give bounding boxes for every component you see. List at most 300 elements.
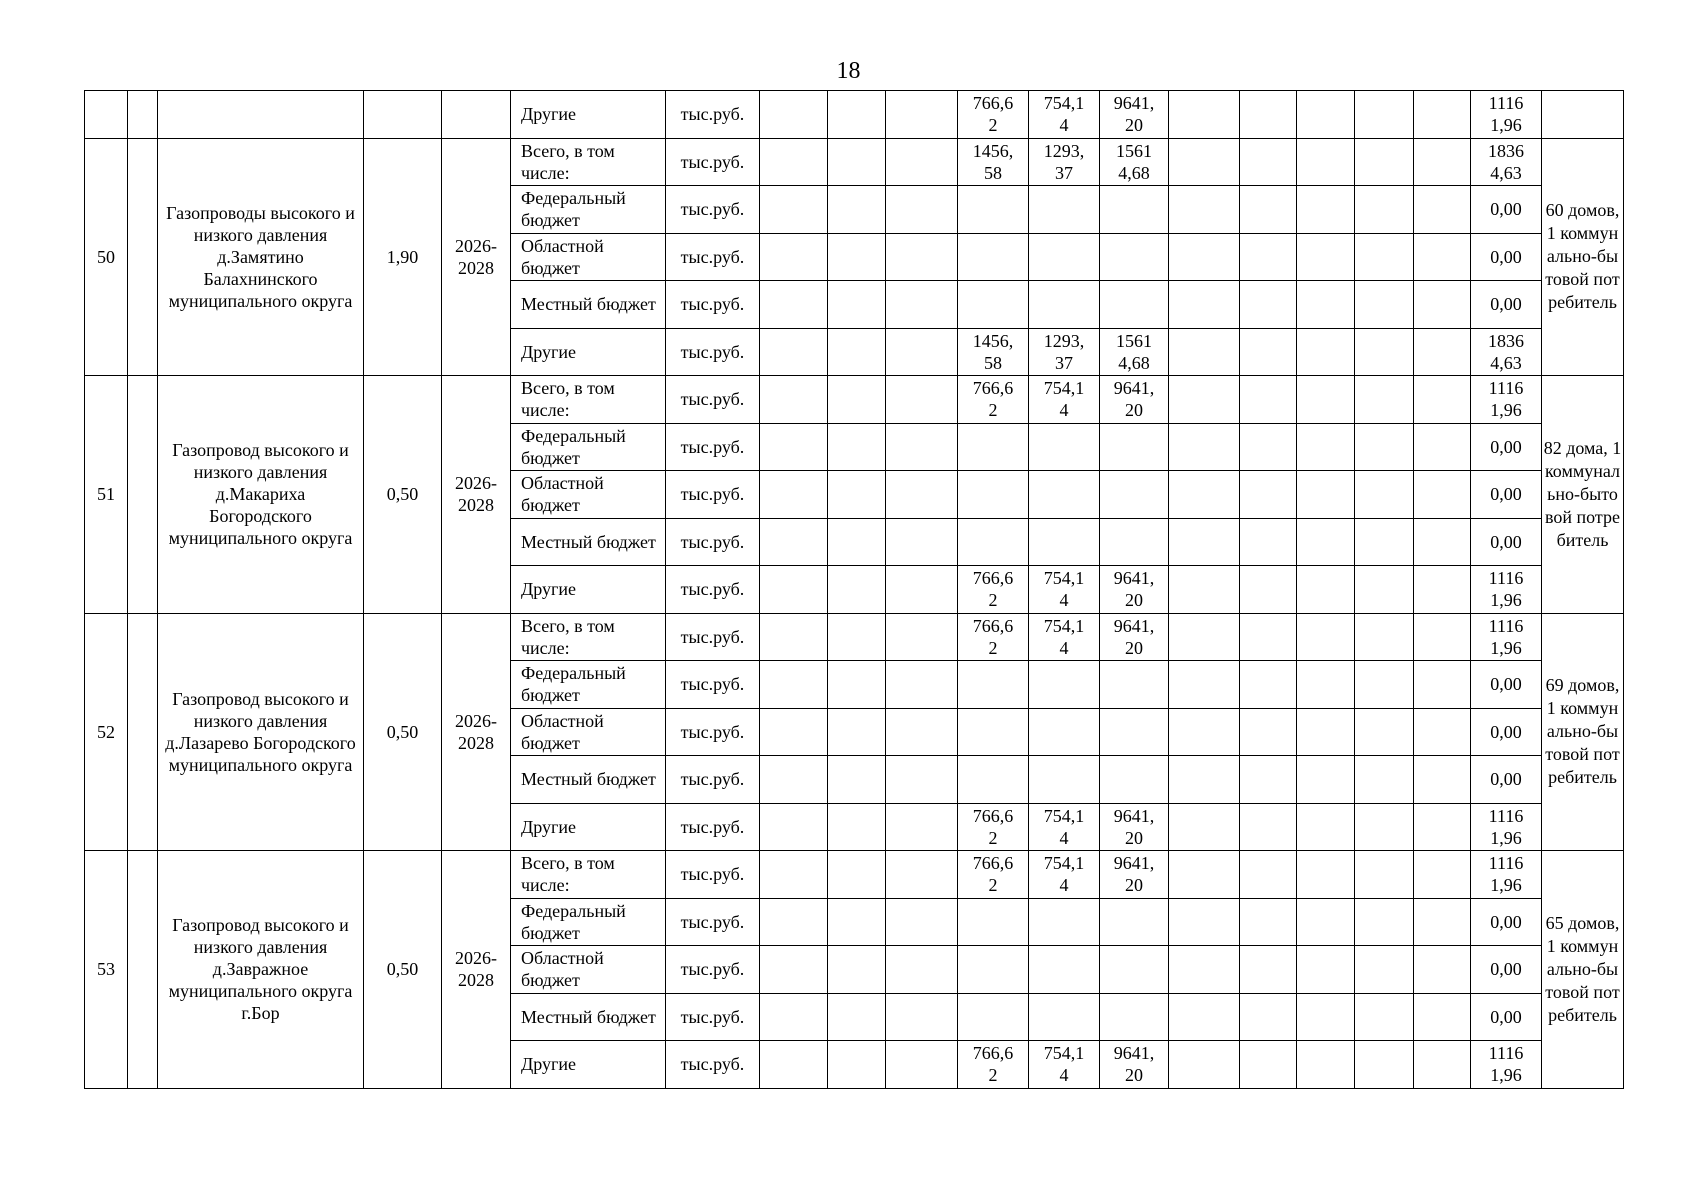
empty-cell — [1240, 281, 1297, 329]
total-cell: 1836 4,63 — [1471, 138, 1542, 186]
source-label: Областной бюджет — [511, 946, 666, 994]
empty-cell — [760, 138, 828, 186]
empty-cell — [1355, 993, 1414, 1041]
empty-cell — [1355, 898, 1414, 946]
empty-cell — [1297, 233, 1355, 281]
empty-cell — [1355, 851, 1414, 899]
total-cell: 0,00 — [1471, 471, 1542, 519]
empty-cell — [1169, 423, 1240, 471]
empty-cell — [1414, 993, 1471, 1041]
empty-cell — [828, 946, 886, 994]
value-cell — [1029, 186, 1100, 234]
unit-cell: тыс.руб. — [666, 756, 760, 804]
empty-cell — [1240, 946, 1297, 994]
value-cell: 754,1 4 — [1029, 851, 1100, 899]
empty-cell — [886, 471, 958, 519]
empty-cell — [1169, 803, 1240, 851]
empty-cell — [1355, 946, 1414, 994]
empty-cell — [128, 376, 158, 614]
total-cell: 0,00 — [1471, 661, 1542, 709]
empty-cell — [1169, 993, 1240, 1041]
empty-cell — [1414, 138, 1471, 186]
empty-cell — [1355, 661, 1414, 709]
value-cell: 9641, 20 — [1100, 803, 1169, 851]
empty-cell — [1297, 423, 1355, 471]
unit-cell: тыс.руб. — [666, 613, 760, 661]
value-cell: 1561 4,68 — [1100, 328, 1169, 376]
empty-cell — [1169, 566, 1240, 614]
value-cell: 766,6 2 — [958, 803, 1029, 851]
unit-cell: тыс.руб. — [666, 851, 760, 899]
empty-cell — [1169, 851, 1240, 899]
empty-cell — [1169, 946, 1240, 994]
row-number: 53 — [85, 851, 128, 1089]
unit-cell: тыс.руб. — [666, 803, 760, 851]
value-cell — [1100, 708, 1169, 756]
empty-cell — [128, 851, 158, 1089]
unit-cell: тыс.руб. — [666, 518, 760, 566]
empty-cell — [1355, 186, 1414, 234]
value-cell — [958, 756, 1029, 804]
source-label: Областной бюджет — [511, 471, 666, 519]
empty-cell — [760, 186, 828, 234]
empty-cell — [1355, 138, 1414, 186]
empty-cell — [1297, 376, 1355, 424]
result-cell: 65 домов, 1 коммунально-бытовой потребитель — [1542, 851, 1624, 1089]
empty-cell — [1355, 423, 1414, 471]
empty-cell — [1355, 566, 1414, 614]
source-label: Другие — [511, 566, 666, 614]
empty-cell — [1240, 993, 1297, 1041]
empty-cell — [1240, 518, 1297, 566]
value-cell — [1100, 233, 1169, 281]
empty-cell — [1355, 376, 1414, 424]
total-cell: 0,00 — [1471, 518, 1542, 566]
value-cell — [1029, 233, 1100, 281]
source-label: Федеральный бюджет — [511, 423, 666, 471]
unit-cell: тыс.руб. — [666, 376, 760, 424]
row-number: 51 — [85, 376, 128, 614]
empty-cell — [1297, 281, 1355, 329]
object-name: Газопровод высокого и низкого давления д.Завражное муниципального округа г.Бор — [158, 851, 364, 1089]
value-cell — [1029, 756, 1100, 804]
empty-cell — [1169, 471, 1240, 519]
empty-cell — [1240, 1041, 1297, 1089]
source-label: Другие — [511, 1041, 666, 1089]
empty-cell — [1169, 281, 1240, 329]
empty-cell — [886, 613, 958, 661]
value-cell — [1100, 423, 1169, 471]
empty-cell — [828, 471, 886, 519]
value-cell: 754,1 4 — [1029, 376, 1100, 424]
empty-cell — [886, 661, 958, 709]
empty-cell — [1297, 756, 1355, 804]
empty-cell — [828, 566, 886, 614]
years-cell: 2026-2028 — [442, 376, 511, 614]
empty-cell — [1414, 186, 1471, 234]
empty-cell — [828, 708, 886, 756]
source-label: Федеральный бюджет — [511, 186, 666, 234]
empty-cell — [1240, 423, 1297, 471]
empty-cell — [1414, 328, 1471, 376]
empty-cell — [1240, 471, 1297, 519]
empty-cell — [1355, 471, 1414, 519]
empty-cell — [1414, 566, 1471, 614]
unit-cell: тыс.руб. — [666, 898, 760, 946]
empty-cell — [886, 898, 958, 946]
empty-cell — [1297, 566, 1355, 614]
value-cell: 1293, 37 — [1029, 138, 1100, 186]
empty-cell — [828, 1041, 886, 1089]
empty-cell — [760, 708, 828, 756]
empty-cell — [828, 376, 886, 424]
empty-cell — [828, 328, 886, 376]
empty-cell — [886, 851, 958, 899]
empty-cell — [828, 898, 886, 946]
empty-cell — [1169, 233, 1240, 281]
empty-cell — [1414, 423, 1471, 471]
empty-cell — [128, 613, 158, 851]
value-cell: 1456, 58 — [958, 328, 1029, 376]
empty-cell — [760, 851, 828, 899]
value-cell — [958, 281, 1029, 329]
empty-cell — [886, 803, 958, 851]
value-cell — [958, 423, 1029, 471]
unit-cell: тыс.руб. — [666, 1041, 760, 1089]
empty-cell — [1297, 328, 1355, 376]
years-cell: 2026-2028 — [442, 613, 511, 851]
empty-cell — [1297, 993, 1355, 1041]
empty-cell — [1297, 518, 1355, 566]
empty-cell — [1240, 613, 1297, 661]
table-row — [85, 851, 1624, 899]
empty-cell — [1169, 756, 1240, 804]
empty-cell — [1355, 613, 1414, 661]
value-cell: 754,1 4 — [1029, 91, 1100, 139]
value-cell: 766,6 2 — [958, 566, 1029, 614]
table-row — [85, 138, 1624, 186]
empty-cell — [1169, 376, 1240, 424]
value-cell — [958, 946, 1029, 994]
total-cell: 1116 1,96 — [1471, 1041, 1542, 1089]
empty-cell — [760, 233, 828, 281]
empty-cell — [1414, 233, 1471, 281]
empty-cell — [1169, 1041, 1240, 1089]
empty-cell — [828, 613, 886, 661]
empty-cell — [760, 613, 828, 661]
total-cell: 0,00 — [1471, 993, 1542, 1041]
empty-cell — [760, 1041, 828, 1089]
total-cell: 1116 1,96 — [1471, 376, 1542, 424]
result-cell: 60 домов, 1 коммунально-бытовой потребитель — [1542, 138, 1624, 376]
source-label: Местный бюджет — [511, 993, 666, 1041]
total-cell: 1836 4,63 — [1471, 328, 1542, 376]
total-cell: 0,00 — [1471, 946, 1542, 994]
empty-cell — [886, 566, 958, 614]
source-label: Областной бюджет — [511, 708, 666, 756]
value-cell — [1100, 756, 1169, 804]
source-label: Федеральный бюджет — [511, 898, 666, 946]
empty-cell — [886, 946, 958, 994]
value-cell — [958, 661, 1029, 709]
empty-cell — [1240, 376, 1297, 424]
empty-cell — [1297, 1041, 1355, 1089]
empty-cell — [1297, 708, 1355, 756]
empty-cell — [760, 661, 828, 709]
value-cell — [1100, 661, 1169, 709]
unit-cell: тыс.руб. — [666, 708, 760, 756]
total-cell: 1116 1,96 — [1471, 851, 1542, 899]
length-cell: 1,90 — [364, 138, 442, 376]
source-label: Всего, в том числе: — [511, 138, 666, 186]
empty-cell — [1355, 518, 1414, 566]
empty-cell — [828, 661, 886, 709]
value-cell — [1029, 423, 1100, 471]
years-cell: 2026-2028 — [442, 138, 511, 376]
value-cell: 754,1 4 — [1029, 1041, 1100, 1089]
empty-cell — [828, 138, 886, 186]
value-cell: 9641, 20 — [1100, 613, 1169, 661]
empty-cell — [760, 281, 828, 329]
length-cell: 0,50 — [364, 851, 442, 1089]
empty-cell — [1240, 851, 1297, 899]
empty-cell — [1240, 803, 1297, 851]
value-cell — [1100, 993, 1169, 1041]
empty-cell — [760, 946, 828, 994]
total-cell: 0,00 — [1471, 756, 1542, 804]
unit-cell: тыс.руб. — [666, 186, 760, 234]
unit-cell: тыс.руб. — [666, 946, 760, 994]
unit-cell: тыс.руб. — [666, 138, 760, 186]
empty-cell — [1355, 233, 1414, 281]
value-cell — [1029, 898, 1100, 946]
empty-cell — [1297, 186, 1355, 234]
unit-cell: тыс.руб. — [666, 233, 760, 281]
table-row — [85, 613, 1624, 661]
empty-cell — [1240, 756, 1297, 804]
empty-cell — [1297, 138, 1355, 186]
empty-cell — [1297, 661, 1355, 709]
total-cell: 1116 1,96 — [1471, 613, 1542, 661]
value-cell — [958, 993, 1029, 1041]
value-cell — [958, 186, 1029, 234]
value-cell — [1100, 946, 1169, 994]
empty-cell — [1169, 328, 1240, 376]
empty-cell — [1240, 138, 1297, 186]
value-cell: 1293, 37 — [1029, 328, 1100, 376]
total-cell: 0,00 — [1471, 423, 1542, 471]
empty-cell — [1414, 281, 1471, 329]
empty-cell — [1414, 803, 1471, 851]
value-cell — [1100, 281, 1169, 329]
source-label: Другие — [511, 328, 666, 376]
value-cell — [1029, 946, 1100, 994]
value-cell: 1456, 58 — [958, 138, 1029, 186]
value-cell — [1029, 708, 1100, 756]
value-cell: 9641, 20 — [1100, 376, 1169, 424]
empty-cell — [828, 281, 886, 329]
empty-cell — [760, 993, 828, 1041]
empty-cell — [886, 993, 958, 1041]
value-cell — [958, 471, 1029, 519]
source-label: Местный бюджет — [511, 281, 666, 329]
empty-cell — [1240, 233, 1297, 281]
empty-cell — [1414, 518, 1471, 566]
source-label: Другие — [511, 803, 666, 851]
value-cell: 754,1 4 — [1029, 566, 1100, 614]
table-row — [85, 376, 1624, 424]
empty-cell — [760, 328, 828, 376]
empty-cell — [886, 423, 958, 471]
empty-cell — [128, 138, 158, 376]
continuation-row — [85, 91, 1624, 139]
empty-cell — [760, 803, 828, 851]
row-number: 52 — [85, 613, 128, 851]
empty-cell — [760, 898, 828, 946]
source-label: Местный бюджет — [511, 756, 666, 804]
empty-cell — [1169, 708, 1240, 756]
empty-cell — [760, 566, 828, 614]
value-cell — [1100, 518, 1169, 566]
empty-cell — [1240, 661, 1297, 709]
value-cell — [1029, 281, 1100, 329]
value-cell: 766,6 2 — [958, 1041, 1029, 1089]
empty-cell — [760, 756, 828, 804]
empty-cell — [1169, 186, 1240, 234]
empty-cell — [1355, 1041, 1414, 1089]
empty-cell — [1169, 613, 1240, 661]
unit-cell: тыс.руб. — [666, 471, 760, 519]
value-cell — [1029, 518, 1100, 566]
empty-cell — [886, 138, 958, 186]
empty-cell — [828, 423, 886, 471]
source-label: Всего, в том числе: — [511, 613, 666, 661]
empty-cell — [1414, 661, 1471, 709]
unit-cell: тыс.руб. — [666, 661, 760, 709]
source-label: Областной бюджет — [511, 233, 666, 281]
source-label: Другие — [511, 91, 666, 139]
investment-table — [84, 90, 1624, 1089]
empty-cell — [828, 851, 886, 899]
empty-cell — [1297, 946, 1355, 994]
value-cell — [1029, 993, 1100, 1041]
empty-cell — [1414, 898, 1471, 946]
empty-cell — [828, 993, 886, 1041]
result-cell: 69 домов, 1 коммунально-бытовой потребитель — [1542, 613, 1624, 851]
value-cell: 766,6 2 — [958, 376, 1029, 424]
value-cell — [1029, 471, 1100, 519]
unit-cell: тыс.руб. — [666, 423, 760, 471]
empty-cell — [1297, 803, 1355, 851]
empty-cell — [828, 186, 886, 234]
empty-cell — [886, 233, 958, 281]
empty-cell — [1240, 898, 1297, 946]
row-number: 50 — [85, 138, 128, 376]
result-cell: 82 дома, 1 коммунально-бытовой потребитель — [1542, 376, 1624, 614]
value-cell — [958, 518, 1029, 566]
empty-cell — [1297, 471, 1355, 519]
value-cell — [1100, 471, 1169, 519]
value-cell: 766,6 2 — [958, 613, 1029, 661]
empty-cell — [1355, 281, 1414, 329]
empty-cell — [1169, 898, 1240, 946]
unit-cell: тыс.руб. — [666, 91, 760, 139]
empty-cell — [1414, 756, 1471, 804]
empty-cell — [886, 328, 958, 376]
empty-cell — [886, 756, 958, 804]
value-cell: 9641, 20 — [1100, 91, 1169, 139]
empty-cell — [1414, 851, 1471, 899]
length-cell: 0,50 — [364, 613, 442, 851]
empty-cell — [1414, 471, 1471, 519]
empty-cell — [1297, 898, 1355, 946]
value-cell — [1100, 186, 1169, 234]
empty-cell — [1240, 708, 1297, 756]
object-name: Газопроводы высокого и низкого давления д.Замятино Балахнинского муниципального округа — [158, 138, 364, 376]
total-cell: 0,00 — [1471, 281, 1542, 329]
empty-cell — [886, 281, 958, 329]
object-name: Газопровод высокого и низкого давления д.Макариха Богородского муниципального округа — [158, 376, 364, 614]
empty-cell — [886, 186, 958, 234]
total-cell: 0,00 — [1471, 186, 1542, 234]
value-cell — [958, 898, 1029, 946]
empty-cell — [1414, 1041, 1471, 1089]
empty-cell — [886, 708, 958, 756]
empty-cell — [760, 471, 828, 519]
value-cell: 1561 4,68 — [1100, 138, 1169, 186]
unit-cell: тыс.руб. — [666, 993, 760, 1041]
empty-cell — [828, 803, 886, 851]
empty-cell — [828, 518, 886, 566]
value-cell: 9641, 20 — [1100, 1041, 1169, 1089]
empty-cell — [1297, 613, 1355, 661]
unit-cell: тыс.руб. — [666, 281, 760, 329]
value-cell — [1029, 661, 1100, 709]
empty-cell — [886, 1041, 958, 1089]
value-cell: 766,6 2 — [958, 91, 1029, 139]
value-cell: 766,6 2 — [958, 851, 1029, 899]
length-cell: 0,50 — [364, 376, 442, 614]
value-cell: 9641, 20 — [1100, 566, 1169, 614]
value-cell — [958, 233, 1029, 281]
total-cell: 1116 1,96 — [1471, 91, 1542, 139]
value-cell — [1100, 898, 1169, 946]
empty-cell — [1414, 946, 1471, 994]
total-cell: 1116 1,96 — [1471, 566, 1542, 614]
empty-cell — [760, 423, 828, 471]
total-cell: 1116 1,96 — [1471, 803, 1542, 851]
empty-cell — [828, 756, 886, 804]
source-label: Всего, в том числе: — [511, 376, 666, 424]
empty-cell — [1355, 756, 1414, 804]
empty-cell — [1414, 613, 1471, 661]
unit-cell: тыс.руб. — [666, 566, 760, 614]
value-cell: 9641, 20 — [1100, 851, 1169, 899]
empty-cell — [1355, 708, 1414, 756]
value-cell: 754,1 4 — [1029, 803, 1100, 851]
empty-cell — [1169, 138, 1240, 186]
empty-cell — [1240, 566, 1297, 614]
empty-cell — [886, 518, 958, 566]
object-name: Газопровод высокого и низкого давления д.Лазарево Богородского муниципального округа — [158, 613, 364, 851]
empty-cell — [1240, 328, 1297, 376]
value-cell: 754,1 4 — [1029, 613, 1100, 661]
empty-cell — [1169, 661, 1240, 709]
empty-cell — [1414, 708, 1471, 756]
unit-cell: тыс.руб. — [666, 328, 760, 376]
empty-cell — [1355, 328, 1414, 376]
empty-cell — [1297, 851, 1355, 899]
